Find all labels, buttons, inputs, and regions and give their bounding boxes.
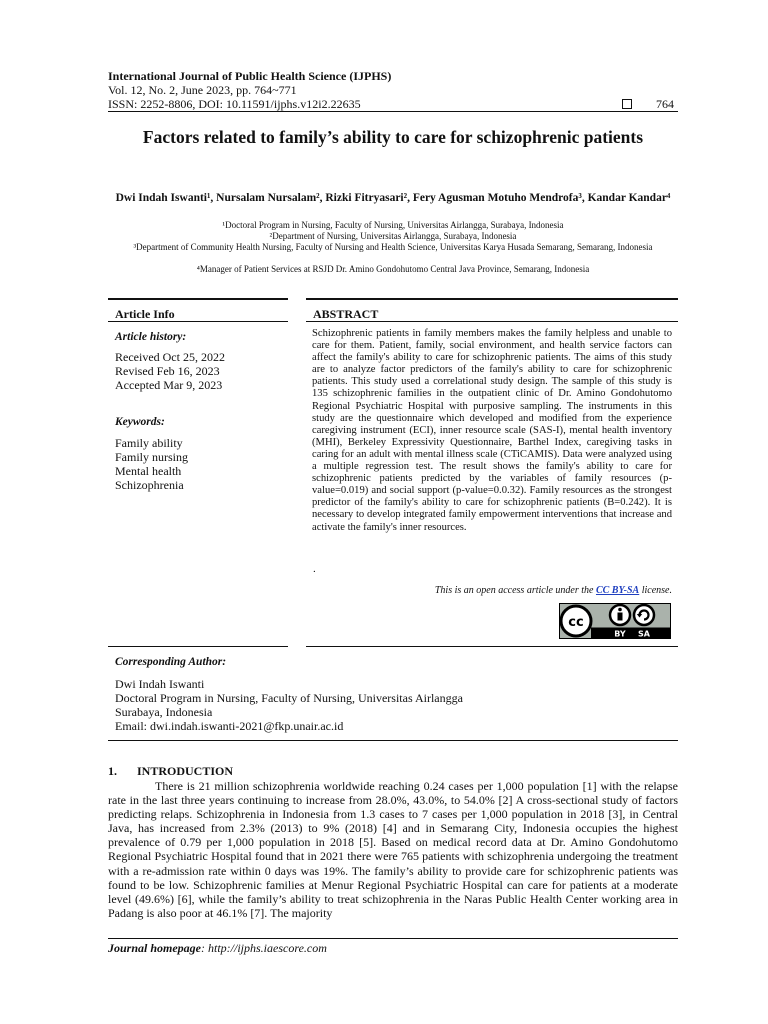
- cc-icon: [561, 606, 591, 636]
- author-list: Dwi Indah Iswanti¹, Nursalam Nursalam², Rizki Fitryasari², Fery Agusman Motuho Mendrofa³, Kandar Kandar⁴: [115, 192, 671, 204]
- cc-by-sa-badge[interactable]: [559, 603, 671, 639]
- intro-paragraph: There is 21 million schizophrenia worldwide reaching 0.24 cases per 1,000 population [1] with the relapse rate in the last three years continuing to increase from 28.0%, 43.0%, to 54.0% [2] A cross-sectional study of factors predicting relaps. Schizophrenia in Indonesia from 1.3 cases to 7 cases per 1,000 population in 2018 [3], in Central Java, has increased from 2.3% (2013) to 9% (2018) [4] and in Semarang City, Indonesia occupies the highest prevalence of 0.79 per 1,000 population in 2018 [5]. Based on medical record data at Dr. Amino Gondohutomo Regional Psychiatric Hospital found that in 2021 there were 765 patients with schizophrenia undergoing the treatment with a re-admission rate within 0 days was 19%. The family’s ability to provide care for schizophrenic patients was found to be low. Schizophrenic families at Menur Regional Psychiatric Hospital can care for patients at a moderate level (49.6%) [6], while the family’s ability to treat schizophrenia in the Naras Public Health Center working area in Padang is also poor at 46.1% [7]. The majority: [108, 779, 678, 920]
- article-history-label: Article history:: [115, 331, 187, 343]
- volume-info: Vol. 12, No. 2, June 2023, pp. 764~771: [108, 83, 297, 97]
- intro-heading: INTRODUCTION: [137, 764, 234, 778]
- svg-text:cc: cc: [568, 615, 584, 630]
- badge-sa-label: SA: [638, 629, 650, 639]
- intro-body: [108, 779, 678, 920]
- badge-by-label: BY: [614, 629, 626, 639]
- attribution-icon: [610, 605, 630, 625]
- homepage-url: : http://ijphs.iaescore.com: [201, 941, 327, 955]
- keyword-item: Mental health: [115, 464, 182, 478]
- abstract-top-rule: [306, 298, 678, 300]
- abstract-rule: [306, 321, 678, 322]
- affiliation-2: ²Department of Nursing, Universitas Airlangga, Surabaya, Indonesia: [269, 231, 517, 241]
- header-rule: [108, 111, 678, 112]
- keyword-item: Schizophrenia: [115, 478, 184, 492]
- affiliation-4: ⁴Manager of Patient Services at RSJD Dr. Amino Gondohutomo Central Java Province, Semarang, Indonesia: [196, 264, 590, 274]
- corresponding-name: Dwi Indah Iswanti: [115, 677, 205, 691]
- article-info-rule: [108, 321, 288, 322]
- corresponding-label: Corresponding Author:: [115, 656, 227, 668]
- accepted-date: Accepted Mar 9, 2023: [115, 378, 223, 392]
- intro-number: 1.: [108, 764, 117, 778]
- license-prefix: This is an open access article under the: [434, 585, 596, 596]
- license-suffix: license.: [639, 585, 672, 596]
- article-info-top-rule: [108, 298, 288, 300]
- abstract-trailing-dot: .: [313, 563, 316, 575]
- corresponding-dept: Doctoral Program in Nursing, Faculty of Nursing, Universitas Airlangga: [115, 691, 463, 705]
- abstract-bottom-rule: [306, 646, 678, 647]
- revised-date: Revised Feb 16, 2023: [115, 364, 220, 378]
- abstract-heading: ABSTRACT: [313, 307, 379, 321]
- share-alike-icon: [634, 605, 654, 625]
- keyword-item: Family nursing: [115, 450, 189, 464]
- license-line: [300, 585, 672, 596]
- journal-homepage[interactable]: [108, 941, 327, 956]
- article-info-bottom-rule: [108, 646, 288, 647]
- corresponding-email[interactable]: Email: dwi.indah.iswanti-2021@fkp.unair.ac.id: [115, 719, 344, 733]
- journal-name: International Journal of Public Health Science (IJPHS): [108, 69, 392, 83]
- affiliation-1: ¹Doctoral Program in Nursing, Faculty of Nursing, Universitas Airlangga, Surabaya, Indonesia: [222, 220, 564, 230]
- page-number: 764: [656, 97, 674, 111]
- square-icon: [622, 99, 632, 109]
- footer-rule: [108, 938, 678, 939]
- cc-by-sa-link[interactable]: CC BY-SA: [595, 585, 640, 596]
- abstract-paragraph: Schizophrenic patients in family members makes the family helpless and unable to care for them. Patient, family, social environment, and health service factors can affect the family's ability to care for schizophrenic patients. The aims of this study are to analyze factor predictors of the family's ability to care for schizophrenic patients. This study used a correlational study design. The sample of this study is 135 schizophrenic families in the outpatient clinic of Dr. Amino Gondohutomo Regional Psychiatric Hospital with purposive sampling. The instruments in this study are the questionnaire which developed and modified from the experience caregiving instrument (ECI), inner resource scale (SAS-I), mental health inventory (MHI), Berkeley Expressivity Questionnaire, Barthel Index, caregiving tasks in caring for an adult with mental illness scale (CTiCAMIS). Data were analyzed using a multiple regression test. The result shows the family's ability to care for schizophrenic patients predicted by the variables of family resources (p-value=0.019) and social support (p-value=0.0.32). Family resources as the strongest predictor of the family's ability to care for schizophrenic patients (B=0.242). It is necessary to develop integrated family empowerment interventions that increase and activate the family's inner resources.: [312, 328, 672, 533]
- homepage-label: Journal homepage: [108, 941, 202, 955]
- paper-title: Factors related to family’s ability to care for schizophrenic patients: [142, 127, 644, 147]
- keyword-item: Family ability: [115, 436, 183, 450]
- corresponding-city: Surabaya, Indonesia: [115, 705, 213, 719]
- corresponding-rule: [108, 740, 678, 741]
- keywords-label: Keywords:: [115, 416, 165, 428]
- article-info-heading: Article Info: [115, 307, 175, 321]
- issn-doi: ISSN: 2252-8806, DOI: 10.11591/ijphs.v12i2.22635: [108, 97, 361, 111]
- received-date: Received Oct 25, 2022: [115, 350, 225, 364]
- affiliation-3: ³Department of Community Health Nursing, Faculty of Nursing and Health Science, Universitas Karya Husada Semarang, Semarang, Indonesia: [133, 242, 653, 252]
- abstract-body: [312, 328, 672, 534]
